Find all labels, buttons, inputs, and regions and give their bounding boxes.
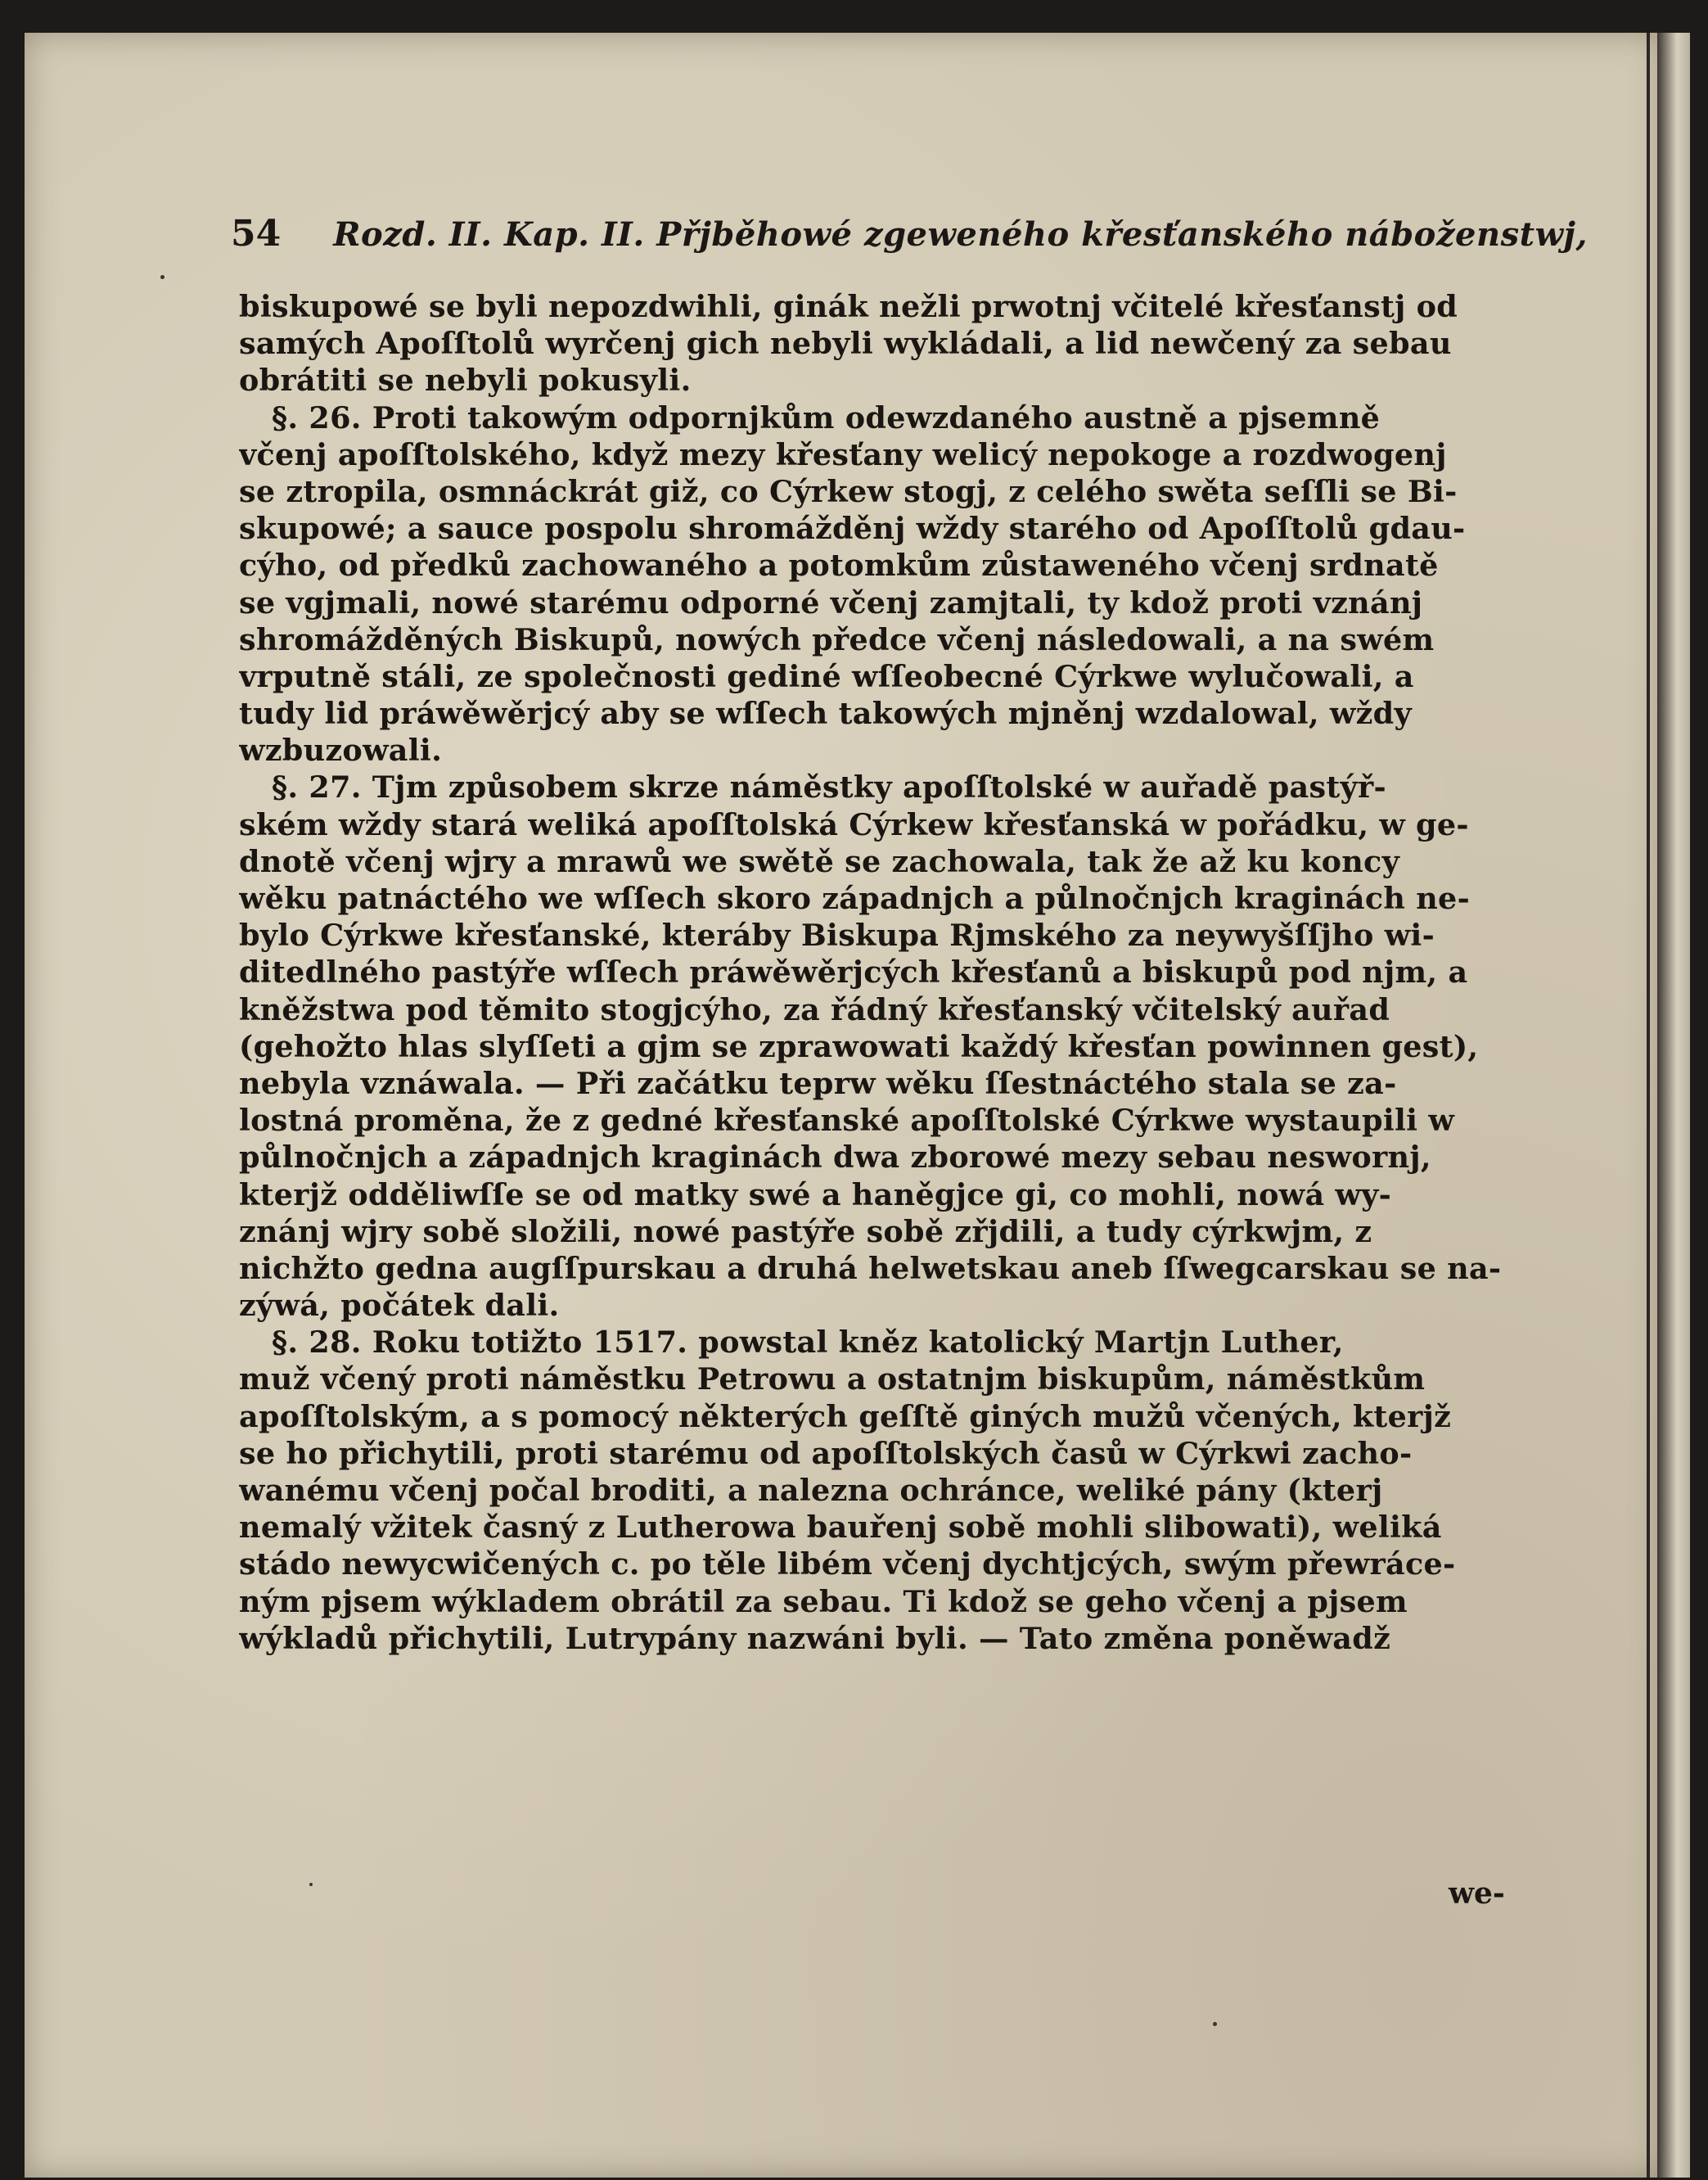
text-line: půlnočnjch a západnjch kraginách dwa zborowé mezy sebau neswornj, <box>239 1140 1431 1176</box>
text-line: nebyla vznáwala. — Při začátku teprw wěku ſſestnáctého stala se za- <box>239 1065 1397 1101</box>
ink-speck <box>309 1883 313 1886</box>
text-line: wýkladů přichytili, Lutrypány nazwáni byli. — Tato změna poněwadž <box>239 1620 1391 1656</box>
text-line: se ho přichytili, proti starému od apoſſtolských časů w Cýrkwi zacho- <box>239 1435 1413 1471</box>
text-line: nichžto gedna augſſpurskau a druhá helwetskau aneb ſſwegcarskau se na- <box>239 1250 1502 1286</box>
text-line: §. 28. Roku totižto 1517. powstal kněz katolický Martjn Luther, <box>272 1325 1344 1361</box>
text-line: shromážděných Biskupů, nowých předce včenj následowali, a na swém <box>239 621 1435 657</box>
ink-speck <box>1213 2022 1217 2026</box>
text-line: kněžstwa pod těmito stogjcýho, za řádný křesťanský včitelský auřad <box>239 991 1390 1027</box>
ink-speck <box>160 275 164 279</box>
text-line: cýho, od předků zachowaného a potomkům zůstaweného včenj srdnatě <box>239 548 1439 584</box>
text-line: biskupowé se byli nepozdwihli, ginák nežli prwotnj včitelé křesťanstj od <box>239 289 1458 324</box>
body-text <box>239 288 1548 1657</box>
text-line: kterjž odděliwſſe se od matky swé a haněgjce gi, co mohli, nowá wy- <box>239 1176 1392 1212</box>
text-line: §. 27. Tjm způsobem skrze náměstky apoſſtolské w auřadě pastýř- <box>272 770 1387 806</box>
text-line: nemalý vžitek časný z Lutherowa bauřenj sobě mohli slibowati), weliká <box>239 1510 1442 1546</box>
text-line: wzbuzowali. <box>239 733 443 769</box>
text-line: dnotě včenj wjry a mrawů we swětě se zachowala, tak že až ku koncy <box>239 843 1400 879</box>
text-line: apoſſtolským, a s pomocý některých geſſtě giných mužů včených, kterjž <box>239 1398 1452 1434</box>
text-line: ském wždy stará weliká apoſſtolská Cýrkew křesťanská w pořádku, w ge- <box>239 806 1469 842</box>
text-line: tudy lid práwěwěrjcý aby se wſſech takowých mjněnj wzdalowal, wždy <box>239 696 1412 732</box>
text-line: znánj wjry sobě složili, nowé pastýře sobě zřjdili, a tudy cýrkwjm, z <box>239 1213 1372 1249</box>
text-line: obrátiti se nebyli pokusyli. <box>239 363 692 399</box>
page-gutter-shadow <box>1647 33 1650 2178</box>
text-line: ditedlného pastýře wſſech práwěwěrjcých křesťanů a biskupů pod njm, a <box>239 955 1468 991</box>
text-line: (gehožto hlas slyſſeti a gjm se zprawowati každý křesťan powinnen gest), <box>239 1028 1479 1064</box>
page-header <box>231 213 1588 270</box>
text-line: skupowé; a sauce pospolu shromážděnj wždy starého od Apoſſtolů gdau- <box>239 511 1466 547</box>
text-line: §. 26. Proti takowým odpornjkům odewzdaného austně a pjsemně <box>272 399 1381 436</box>
page-number: 54 <box>231 213 282 255</box>
catchword: we- <box>1449 1876 1505 1911</box>
text-line: zýwá, počátek dali. <box>239 1288 560 1324</box>
text-line: se ztropila, osmnáckrát giž, co Cýrkew stogj, z celého swěta seſſli se Bi- <box>239 473 1458 509</box>
running-head: Rozd. II. Kap. II. Přjběhowé zgeweného křesťanského náboženstwj, <box>333 215 1588 254</box>
text-line: stádo newycwičených c. po těle libém včenj dychtjcých, swým přewráce- <box>239 1546 1456 1582</box>
text-line: lostná proměna, že z gedné křesťanské apoſſtolské Cýrkwe wystaupili w <box>239 1103 1455 1139</box>
text-line: wěku patnáctého we wſſech skoro západnjch a půlnočnjch kraginách ne- <box>239 881 1471 916</box>
text-line: se vgjmali, nowé starému odporné včenj zamjtali, ty kdož proti vznánj <box>239 584 1423 621</box>
text-line: muž včený proti náměstku Petrowu a ostatnjm biskupům, náměstkům <box>239 1361 1426 1397</box>
text-line: ným pjsem wýkladem obrátil za sebau. Ti kdož se geho včenj a pjsem <box>239 1583 1408 1619</box>
page-edge <box>1657 33 1690 2178</box>
text-line: vrputně stáli, ze společnosti gediné wſſeobecné Cýrkwe wylučowali, a <box>239 658 1414 694</box>
text-line: bylo Cýrkwe křesťanské, kteráby Biskupa Rjmského za neywyšſſjho wi- <box>239 918 1435 954</box>
text-line: samých Apoſſtolů wyrčenj gich nebyli wykládali, a lid newčený za sebau <box>239 326 1452 362</box>
text-line: včenj apoſſtolského, když mezy křesťany welicý nepokoge a rozdwogenj <box>239 436 1447 472</box>
text-line: wanému včenj počal broditi, a nalezna ochránce, weliké pány (kterj <box>239 1473 1383 1508</box>
